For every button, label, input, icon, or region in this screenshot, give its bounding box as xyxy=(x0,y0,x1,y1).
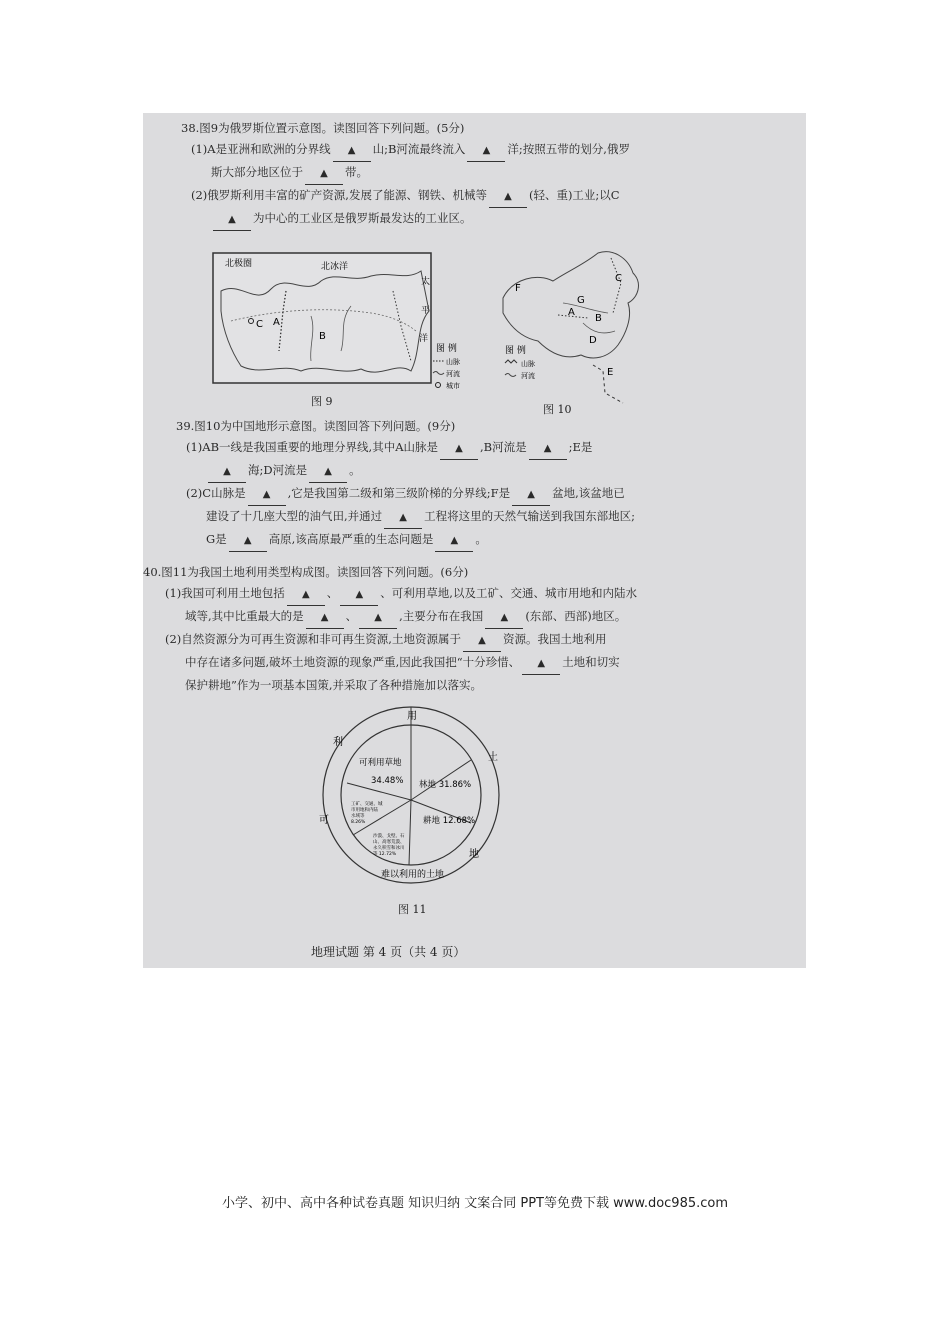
answer-blank[interactable]: ▲ xyxy=(213,208,251,231)
legend-title: 图 例 xyxy=(505,346,526,356)
svg-text:太: 太 xyxy=(421,277,431,287)
question-40: 40.图11为我国土地利用类型构成图。读图回答下列问题。(6分) (1)我国可利用土地包括 ▲ 、 ▲ 、可利用草地,以及工矿、交通、城市用地和内陆水 域等,其中比重最大的是 ▲ 、 ▲ ,主要分布在我国 ▲ (东部、西部)地区。 (2)自然资源分为可再生资源和非可再生资源,土地资源属于 ▲ 资源。我国土地利用 中存在诸多问题,破坏土地资源的现象严重,因此我国把“十分珍惜、 ▲ 土地和切实 保护耕地”作为一项基本国策,并采取了各种措施加以落实。 xyxy=(143,562,637,696)
svg-text:地: 地 xyxy=(469,849,479,860)
svg-text:F: F xyxy=(515,283,521,294)
svg-text:水域等: 水域等 xyxy=(351,814,365,819)
svg-text:河流: 河流 xyxy=(446,370,460,378)
arctic-circle-label: 北极圈 xyxy=(225,259,253,269)
answer-blank[interactable]: ▲ xyxy=(467,139,505,162)
answer-blank[interactable]: ▲ xyxy=(512,483,550,506)
farm-label: 耕地 12.68% xyxy=(423,816,476,826)
slice-divider xyxy=(409,800,411,865)
legend-title: 图 例 xyxy=(436,344,457,354)
question-38: 38.图9为俄罗斯位置示意图。读图回答下列问题。(5分) (1)A是亚洲和欧洲的分界线 ▲ 山;B河流最终流入 ▲ 洋;按照五带的划分,俄罗 斯大部分地区位于 ▲ 带。 (2)俄罗斯利用丰富的矿产资源,发展了能源、钢铁、机械等 ▲ (轻、重)工业;以C ▲ 为中心的工业区是俄罗斯最发达的工业区。 xyxy=(181,118,630,231)
answer-blank[interactable]: ▲ xyxy=(248,483,286,506)
svg-text:河流: 河流 xyxy=(521,372,535,380)
answer-blank[interactable]: ▲ xyxy=(489,185,527,208)
svg-text:城市: 城市 xyxy=(446,382,460,390)
svg-text:E: E xyxy=(607,367,614,378)
svg-text:平: 平 xyxy=(421,306,431,316)
svg-text:洋: 洋 xyxy=(419,334,429,344)
svg-text:等 12.72%: 等 12.72% xyxy=(373,852,397,857)
answer-blank[interactable]: ▲ xyxy=(305,162,343,185)
figure-10-caption: 图 10 xyxy=(543,403,572,416)
answer-blank[interactable]: ▲ xyxy=(463,629,501,652)
svg-text:用: 用 xyxy=(407,711,417,722)
answer-blank[interactable]: ▲ xyxy=(384,506,422,529)
svg-text:山脉: 山脉 xyxy=(446,358,460,366)
label-c: C xyxy=(256,319,263,330)
svg-text:山脉: 山脉 xyxy=(521,360,535,368)
answer-blank[interactable]: ▲ xyxy=(340,583,378,606)
svg-text:C: C xyxy=(615,273,622,284)
answer-blank[interactable]: ▲ xyxy=(229,529,267,552)
industry-label: 工矿、交通、城 xyxy=(351,802,383,807)
svg-text:D: D xyxy=(589,335,597,346)
figure-11-caption: 图 11 xyxy=(398,903,427,916)
answer-blank[interactable]: ▲ xyxy=(485,606,523,629)
answer-blank[interactable]: ▲ xyxy=(208,460,246,483)
figure-9-caption: 图 9 xyxy=(311,395,333,408)
q39-title: 39.图10为中国地形示意图。读图回答下列问题。(9分) xyxy=(176,419,456,433)
grass-value: 34.48% xyxy=(371,776,404,786)
svg-text:利: 利 xyxy=(333,737,343,748)
q40-title: 40.图11为我国土地利用类型构成图。读图回答下列问题。(6分) xyxy=(143,565,469,579)
desert-label: 沙漠、戈壁、石 xyxy=(373,834,405,839)
answer-blank[interactable]: ▲ xyxy=(287,583,325,606)
answer-blank[interactable]: ▲ xyxy=(309,460,347,483)
answer-blank[interactable]: ▲ xyxy=(333,139,371,162)
land-use-pie-figure xyxy=(311,705,511,895)
china-map-figure xyxy=(493,243,653,413)
svg-text:G: G xyxy=(577,295,585,306)
label-b: B xyxy=(319,331,326,342)
grass-label: 可利用草地 xyxy=(359,758,402,768)
answer-blank[interactable]: ▲ xyxy=(306,606,344,629)
arctic-ocean-label: 北冰洋 xyxy=(321,262,349,272)
svg-text:土: 土 xyxy=(488,752,498,763)
svg-text:可: 可 xyxy=(319,815,329,826)
unusable-label: 难以利用的土地 xyxy=(381,870,445,880)
site-banner: 小学、初中、高中各种试卷真题 知识归纳 文案合同 PPT等免费下载 www.doc985.com xyxy=(221,1196,729,1211)
svg-text:B: B xyxy=(595,313,602,324)
svg-text:A: A xyxy=(568,307,575,318)
svg-text:山、高寒荒漠、: 山、高寒荒漠、 xyxy=(373,840,405,845)
svg-text:市用地和内陆: 市用地和内陆 xyxy=(351,808,378,813)
forest-label: 林地 31.86% xyxy=(419,780,472,790)
answer-blank[interactable]: ▲ xyxy=(440,437,478,460)
question-39: 39.图10为中国地形示意图。读图回答下列问题。(9分) (1)AB一线是我国重要的地理分界线,其中A山脉是 ▲ ,B河流是 ▲ ;E是 ▲ 海;D河流是 ▲ 。 (2)C山脉是 ▲ ,它是我国第二级和第三级阶梯的分界线;F是 ▲ 盆地,该盆地已 建设了十几座大型的油气田,并通过 ▲ 工程将这里的天然气输送到我国东部地区; G是 ▲ 高原,该高原最严重的生态问题是 ▲ 。 xyxy=(176,416,635,552)
svg-text:8.26%: 8.26% xyxy=(351,820,366,825)
exam-page-footer: 地理试题 第 4 页（共 4 页） xyxy=(311,945,466,959)
answer-blank[interactable]: ▲ xyxy=(359,606,397,629)
q38-title: 38.图9为俄罗斯位置示意图。读图回答下列问题。(5分) xyxy=(181,121,465,135)
answer-blank[interactable]: ▲ xyxy=(522,652,560,675)
answer-blank[interactable]: ▲ xyxy=(435,529,473,552)
answer-blank[interactable]: ▲ xyxy=(529,437,567,460)
label-a: A xyxy=(273,317,280,328)
russia-map-figure xyxy=(211,251,461,401)
svg-text:永久积雪和冰川: 永久积雪和冰川 xyxy=(373,846,405,851)
exam-photo xyxy=(143,113,806,968)
